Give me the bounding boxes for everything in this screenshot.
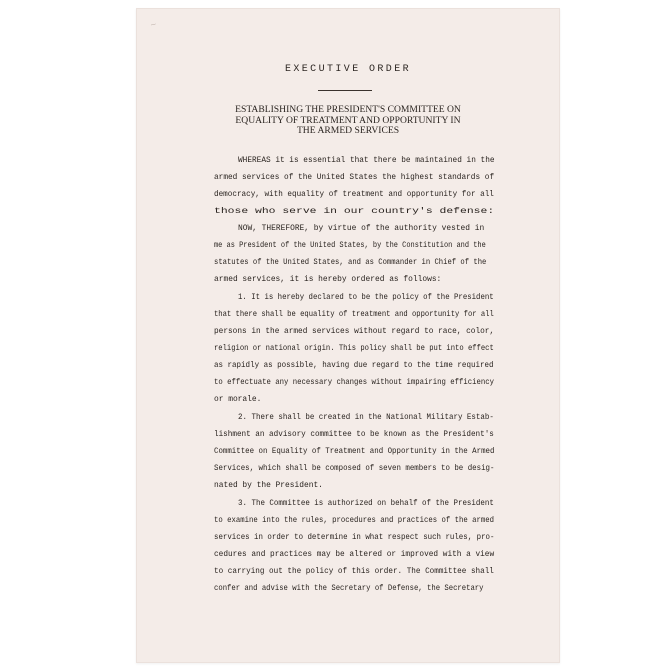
body-line: to carrying out the policy of this order. The Committee shall [214,567,494,576]
pencil-mark: ~ [149,19,158,30]
body-line: to examine into the rules, procedures and practices of the armed [214,516,495,525]
body-line: armed services, it is hereby ordered as follows: [214,275,442,284]
body-line: Services, which shall be composed of seven members to be desig- [214,464,495,473]
body-line: confer and advise with the Secretary of Defense, the Secretary [214,584,484,593]
body-line: 3. The Committee is authorized on behalf of the President [238,499,494,508]
body-line: armed services of the United States the highest standards of [214,173,495,182]
body-line: religion or national origin. This policy shall be put into effect [214,344,494,353]
body-line: services in order to determine in what respect such rules, pro- [214,533,495,542]
body-line: NOW, THEREFORE, by virtue of the authority vested in [238,224,485,233]
body-line: cedures and practices may be altered or improved with a view [214,550,495,559]
title-divider [318,90,372,91]
body-line: Committee on Equality of Treatment and Opportunity in the Armed [214,447,495,456]
body-line: to effectuate any necessary changes without impairing efficiency [214,378,495,387]
body-line: statutes of the United States, and as Commander in Chief of the [214,258,487,267]
document-subtitle [136,105,560,137]
subtitle-line: EQUALITY OF TREATMENT AND OPPORTUNITY IN [235,114,461,126]
body-line: nated by the President. [214,481,323,490]
body-line: WHEREAS it is essential that there be maintained in the [238,156,495,165]
body-line: as rapidly as possible, having due regard to the time required [214,361,494,370]
body-line: or morale. [214,395,262,404]
document-page [136,8,560,663]
body-line: 2. There shall be created in the National Military Estab- [238,413,494,422]
subtitle-line: ESTABLISHING THE PRESIDENT'S COMMITTEE ON [235,104,461,115]
body-line: me as President of the United States, by the Constitution and the [214,241,486,250]
body-line: that there shall be equality of treatment and opportunity for all [214,310,494,319]
body-line: democracy, with equality of treatment and opportunity for all [214,190,494,199]
body-line: lishment an advisory committee to be known as the President's [214,430,494,439]
document-title: EXECUTIVE ORDER [284,64,411,75]
subtitle-line: THE ARMED SERVICES [296,125,400,136]
body-line: those who serve in our country's defense: [214,207,495,216]
body-line: persons in the armed services without regard to race, color, [214,327,495,336]
body-line: 1. It is hereby declared to be the policy of the President [238,293,494,302]
